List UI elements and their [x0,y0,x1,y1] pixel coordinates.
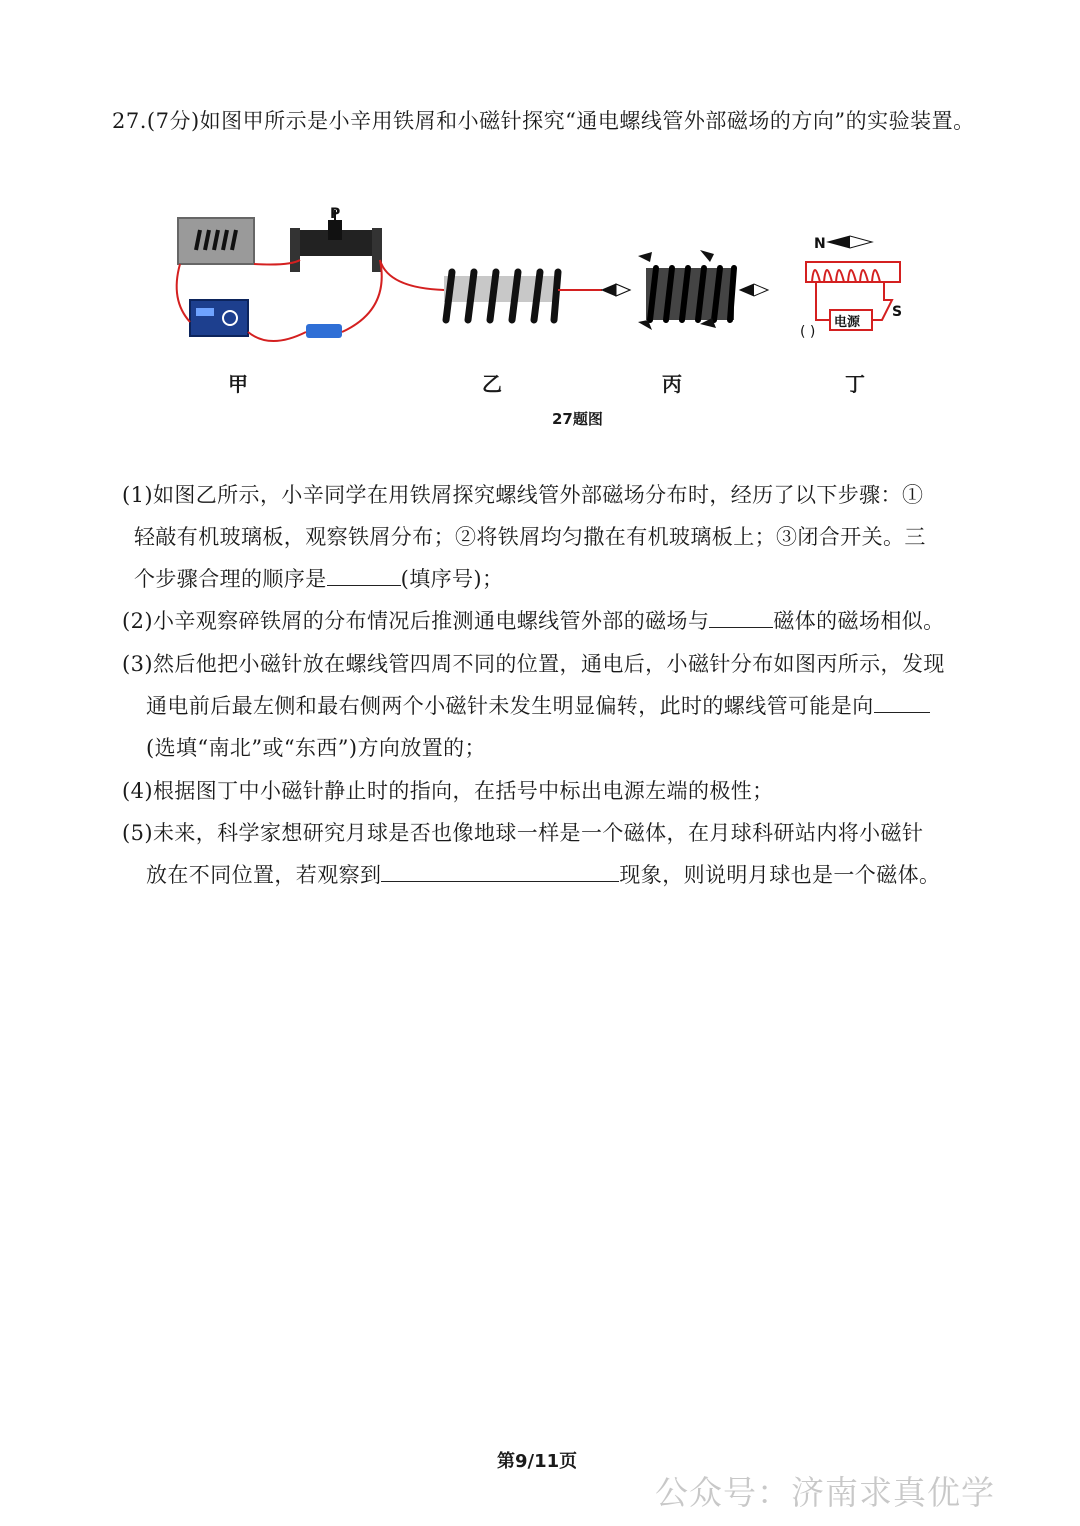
sub3-line2 [122,685,972,727]
electromagnet-ding [800,236,902,340]
answer-blank-5[interactable] [381,857,619,882]
answer-blank-2[interactable] [709,603,773,628]
sub3-line1: (3)然后他把小磁针放在螺线管四周不同的位置，通电后，小磁针分布如图丙所示，发现 [122,652,945,676]
sub1-line1: (1)如图乙所示，小辛同学在用铁屑探究螺线管外部磁场分布时，经历了以下步骤：① [122,483,924,507]
slider-label: P [330,206,341,222]
solenoid-yi [444,272,602,320]
sub5-line2-b: 现象，则说明月球也是一个磁体。 [619,863,941,887]
circuit-jia [177,206,444,341]
label-yi: 乙 [482,372,502,396]
label-bing: 丙 [662,372,682,396]
figure-27 [160,200,920,440]
sub3-line2-text: 通电前后最左侧和最右侧两个小磁针未发生明显偏转，此时的螺线管可能是向 [146,694,874,718]
sub5-line2 [122,854,972,896]
sub2-a: (2)小辛观察碎铁屑的分布情况后推测通电螺线管外部的磁场与 [122,609,710,633]
figure-drawing [160,200,920,400]
sub5-line1: (5)未来，科学家想研究月球是否也像地球一样是一个磁体，在月球科研站内将小磁针 [122,821,924,845]
sub-question-2 [122,600,972,642]
sub2-b: 磁体的磁场相似。 [773,609,945,633]
north-label: N [814,236,826,252]
sub1-line3-b: (填序号)； [400,567,504,591]
answer-blank-1[interactable] [327,561,401,586]
sub-question-3 [122,643,972,769]
page-number: 第9/11页 [497,1451,578,1472]
sub5-line2-a: 放在不同位置，若观察到 [146,863,382,887]
paren-label: ( ) [800,324,816,340]
solenoid-bing [602,250,768,330]
label-jia: 甲 [228,372,248,396]
question-title: 27.(7分)如图甲所示是小辛用铁屑和小磁针探究“通电螺线管外部磁场的方向”的实验装置。 [112,109,975,133]
sub-question-5 [122,812,972,896]
power-label: 电源 [834,315,861,330]
sub1-line3 [122,558,972,600]
sub1-line2: 轻敲有机玻璃板，观察铁屑分布；②将铁屑均匀撒在有机玻璃板上；③闭合开关。三 [134,525,926,549]
sub4-line1: (4)根据图丁中小磁针静止时的指向，在括号中标出电源左端的极性； [122,779,774,803]
sub-question-1 [122,474,972,600]
label-ding: 丁 [845,372,865,396]
sub3-line3: (选填“南北”或“东西”)方向放置的； [146,736,486,760]
sub1-line3-a: 个步骤合理的顺序是 [134,567,327,591]
south-label: S [892,304,903,320]
figure-caption: 27题图 [552,410,603,428]
sub-question-4 [122,770,972,812]
watermark: 公众号：济南求真优学 [655,1473,995,1512]
answer-blank-3[interactable] [874,688,930,713]
